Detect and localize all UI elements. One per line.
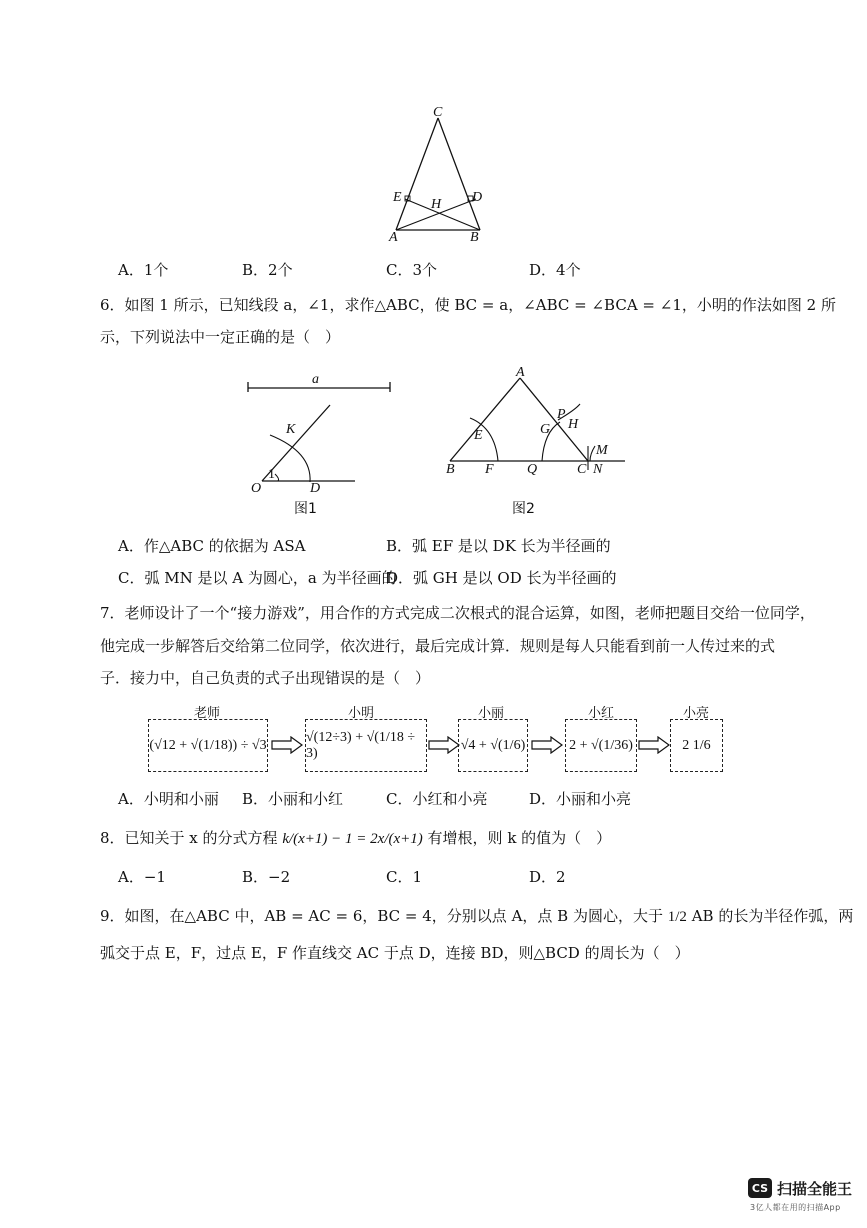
- q5-option-a[interactable]: A．1个: [118, 261, 169, 279]
- q8-option-b[interactable]: B．−2: [242, 868, 291, 886]
- q7-option-a[interactable]: A．小明和小丽: [118, 790, 219, 808]
- q7-text-line2: 他完成一步解答后交给第二位同学，依次进行，最后完成计算．规则是每人只能看到前一人传过来的式: [100, 637, 776, 655]
- fig1-label-1: 1: [268, 467, 275, 482]
- q7-option-c[interactable]: C．小红和小亮: [386, 790, 488, 808]
- scanner-app-name: 扫描全能王: [777, 1180, 853, 1198]
- q9-half: 1/2: [667, 909, 687, 925]
- relay-expr-xiaoming: √(12÷3) + √(1/18 ÷ 3): [306, 729, 416, 761]
- label-h: H: [431, 197, 442, 212]
- q9-text-line2: 弧交于点 E，F，过点 E，F 作直线交 AC 于点 D，连接 BD，则△BCD 的周长为（ ）: [100, 944, 690, 962]
- fig2-label-f: F: [485, 462, 494, 477]
- fig1-caption: 图1: [294, 501, 317, 517]
- fig1-label-o: O: [251, 481, 262, 496]
- q8-text: [100, 828, 611, 849]
- scanner-tagline: 3亿人都在用的扫描App: [750, 1203, 841, 1212]
- q6-option-d[interactable]: D．弧 GH 是以 OD 长为半径画的: [386, 569, 617, 587]
- fig1-label-a: a: [312, 372, 319, 387]
- relay-box-xiaoliang: [670, 719, 723, 772]
- fig2-label-e: E: [474, 428, 483, 443]
- q8-option-a[interactable]: A．−1: [118, 868, 166, 886]
- fig2-label-h: H: [568, 417, 579, 432]
- q9-text-line1-b: AB 的长为半径作弧，两: [691, 907, 854, 925]
- q8-suffix: 有增根，则 k 的值为（ ）: [427, 829, 612, 847]
- q6-option-c[interactable]: C．弧 MN 是以 A 为圆心，a 为半径画的: [118, 569, 397, 587]
- q5-option-c[interactable]: C．3个: [386, 261, 438, 279]
- relay-name-xiaoming: 小明: [348, 706, 375, 721]
- fig2-label-q: Q: [527, 462, 538, 477]
- relay-arrow-2: [428, 736, 460, 754]
- fig2-label-a: A: [516, 365, 525, 380]
- relay-expr-xiaohong: 2 + √(1/36): [569, 737, 633, 753]
- relay-box-xiaohong: [565, 719, 637, 772]
- fig1-label-d: D: [310, 481, 321, 496]
- scanner-logo-icon: CS: [748, 1178, 772, 1198]
- label-e: E: [393, 190, 402, 205]
- fig2-label-c: C: [577, 462, 587, 477]
- q9-text-line1: [100, 906, 853, 927]
- q6-option-b[interactable]: B．弧 EF 是以 DK 长为半径画的: [386, 537, 611, 555]
- q6-option-a[interactable]: A．作△ABC 的依据为 ASA: [118, 537, 306, 555]
- relay-name-xiaohong: 小红: [588, 706, 615, 721]
- q7-text-line1: 7．老师设计了一个“接力游戏”，用合作的方式完成二次根式的混合运算，如图，老师把题目交给一位同学，: [100, 604, 815, 622]
- relay-name-xiaoli: 小丽: [478, 706, 505, 721]
- q7-option-d[interactable]: D．小丽和小亮: [529, 790, 632, 808]
- relay-box-xiaoming: [305, 719, 427, 772]
- label-d: D: [472, 190, 483, 205]
- q8-option-c[interactable]: C．1: [386, 868, 423, 886]
- q8-prefix: 8．已知关于 x 的分式方程: [100, 829, 278, 847]
- q7-text-line3: 子．接力中，自己负责的式子出现错误的是（ ）: [100, 669, 431, 687]
- figure-q6-fig1: [240, 370, 400, 495]
- fig2-label-b: B: [446, 462, 455, 477]
- label-a: A: [389, 230, 398, 245]
- relay-expr-teacher: (√12 + √(1/18)) ÷ √3: [149, 737, 267, 753]
- q5-option-b[interactable]: B．2个: [242, 261, 293, 279]
- q6-text-line2: 示，下列说法中一定正确的是（ ）: [100, 328, 341, 346]
- q6-text-line1: 6．如图 1 所示，已知线段 a，∠1，求作△ABC，使 BC = a，∠ABC = ∠BCA = ∠1，小明的作法如图 2 所: [100, 296, 836, 314]
- relay-expr-xiaoliang: 2 1/6: [682, 737, 711, 753]
- q7-option-b[interactable]: B．小丽和小红: [242, 790, 344, 808]
- fig1-label-k: K: [286, 422, 296, 437]
- q8-equation: k/(x+1) − 1 = 2x/(x+1): [282, 831, 423, 847]
- figure-q5-triangle: [380, 100, 500, 250]
- relay-arrow-3: [531, 736, 563, 754]
- fig2-label-n: N: [593, 462, 603, 477]
- relay-arrow-1: [271, 736, 303, 754]
- label-c: C: [433, 105, 443, 120]
- relay-name-xiaoliang: 小亮: [683, 706, 710, 721]
- fig2-label-p: P: [557, 407, 566, 422]
- relay-expr-xiaoli: √4 + √(1/6): [460, 737, 526, 753]
- relay-name-teacher: 老师: [194, 706, 221, 721]
- q5-option-d[interactable]: D．4个: [529, 261, 581, 279]
- label-b: B: [470, 230, 479, 245]
- q9-text-line1-a: 9．如图，在△ABC 中，AB = AC = 6，BC = 4，分别以点 A，点 B 为圆心，大于: [100, 907, 663, 925]
- relay-box-teacher: [148, 719, 268, 772]
- q8-option-d[interactable]: D．2: [529, 868, 566, 886]
- fig2-label-g: G: [540, 422, 551, 437]
- fig2-label-m: M: [596, 443, 608, 458]
- relay-box-xiaoli: [458, 719, 528, 772]
- fig2-caption: 图2: [512, 501, 535, 517]
- relay-arrow-4: [638, 736, 670, 754]
